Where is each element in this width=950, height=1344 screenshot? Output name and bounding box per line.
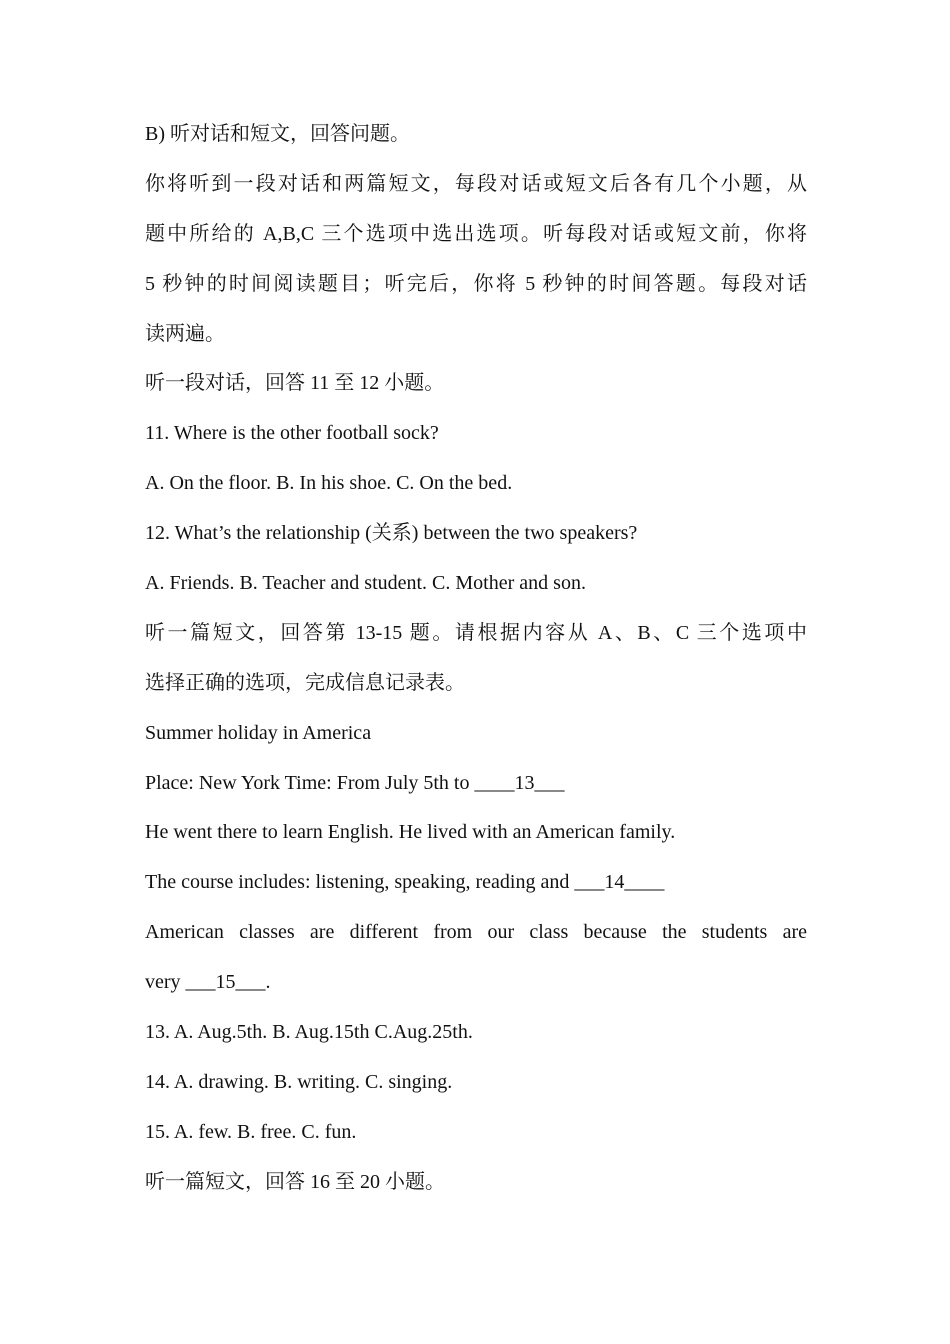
options-13: 13. A. Aug.5th. B. Aug.15th C.Aug.25th. [145,1021,473,1044]
section-heading: B) 听对话和短文，回答问题。 [145,123,410,145]
options-15: 15. A. few. B. free. C. fun. [145,1120,357,1143]
instruction-line: 你将听到一段对话和两篇短文，每段对话或短文后各有几个小题，从 [145,172,807,195]
instruction-line: 5 秒钟的时间阅读题目；听完后，你将 5 秒钟的时间答题。每段对话 [145,272,807,295]
form-line: very ___15___. [145,971,271,994]
document-body [145,110,807,1208]
form-line: He went there to learn English. He lived with an American family. [145,821,676,844]
instruction-line: 读两遍。 [145,322,225,345]
passage-intro: 选择正确的选项，完成信息记录表。 [145,671,465,694]
options-11: A. On the floor. B. In his shoe. C. On the bed. [145,472,513,495]
form-line: The course includes: listening, speaking, reading and ___14____ [145,871,665,894]
options-12: A. Friends. B. Teacher and student. C. Mother and son. [145,572,586,595]
passage-intro: 听一篇短文，回答第 13-15 题。请根据内容从 A、B、C 三个选项中 [145,621,807,644]
passage-intro: 听一篇短文，回答 16 至 20 小题。 [145,1170,445,1193]
form-line: Place: New York Time: From July 5th to ____13___ [145,771,565,794]
question-12: 12. What’s the relationship (关系) between the two speakers? [145,522,638,545]
question-11: 11. Where is the other football sock? [145,422,439,445]
dialogue-intro: 听一段对话，回答 11 至 12 小题。 [145,372,445,395]
options-14: 14. A. drawing. B. writing. C. singing. [145,1070,453,1093]
instruction-line: 题中所给的 A,B,C 三个选项中选出选项。听每段对话或短文前，你将 [145,222,807,245]
form-line: American classes are different from our class because the students are [145,921,807,944]
form-title: Summer holiday in America [145,721,372,744]
